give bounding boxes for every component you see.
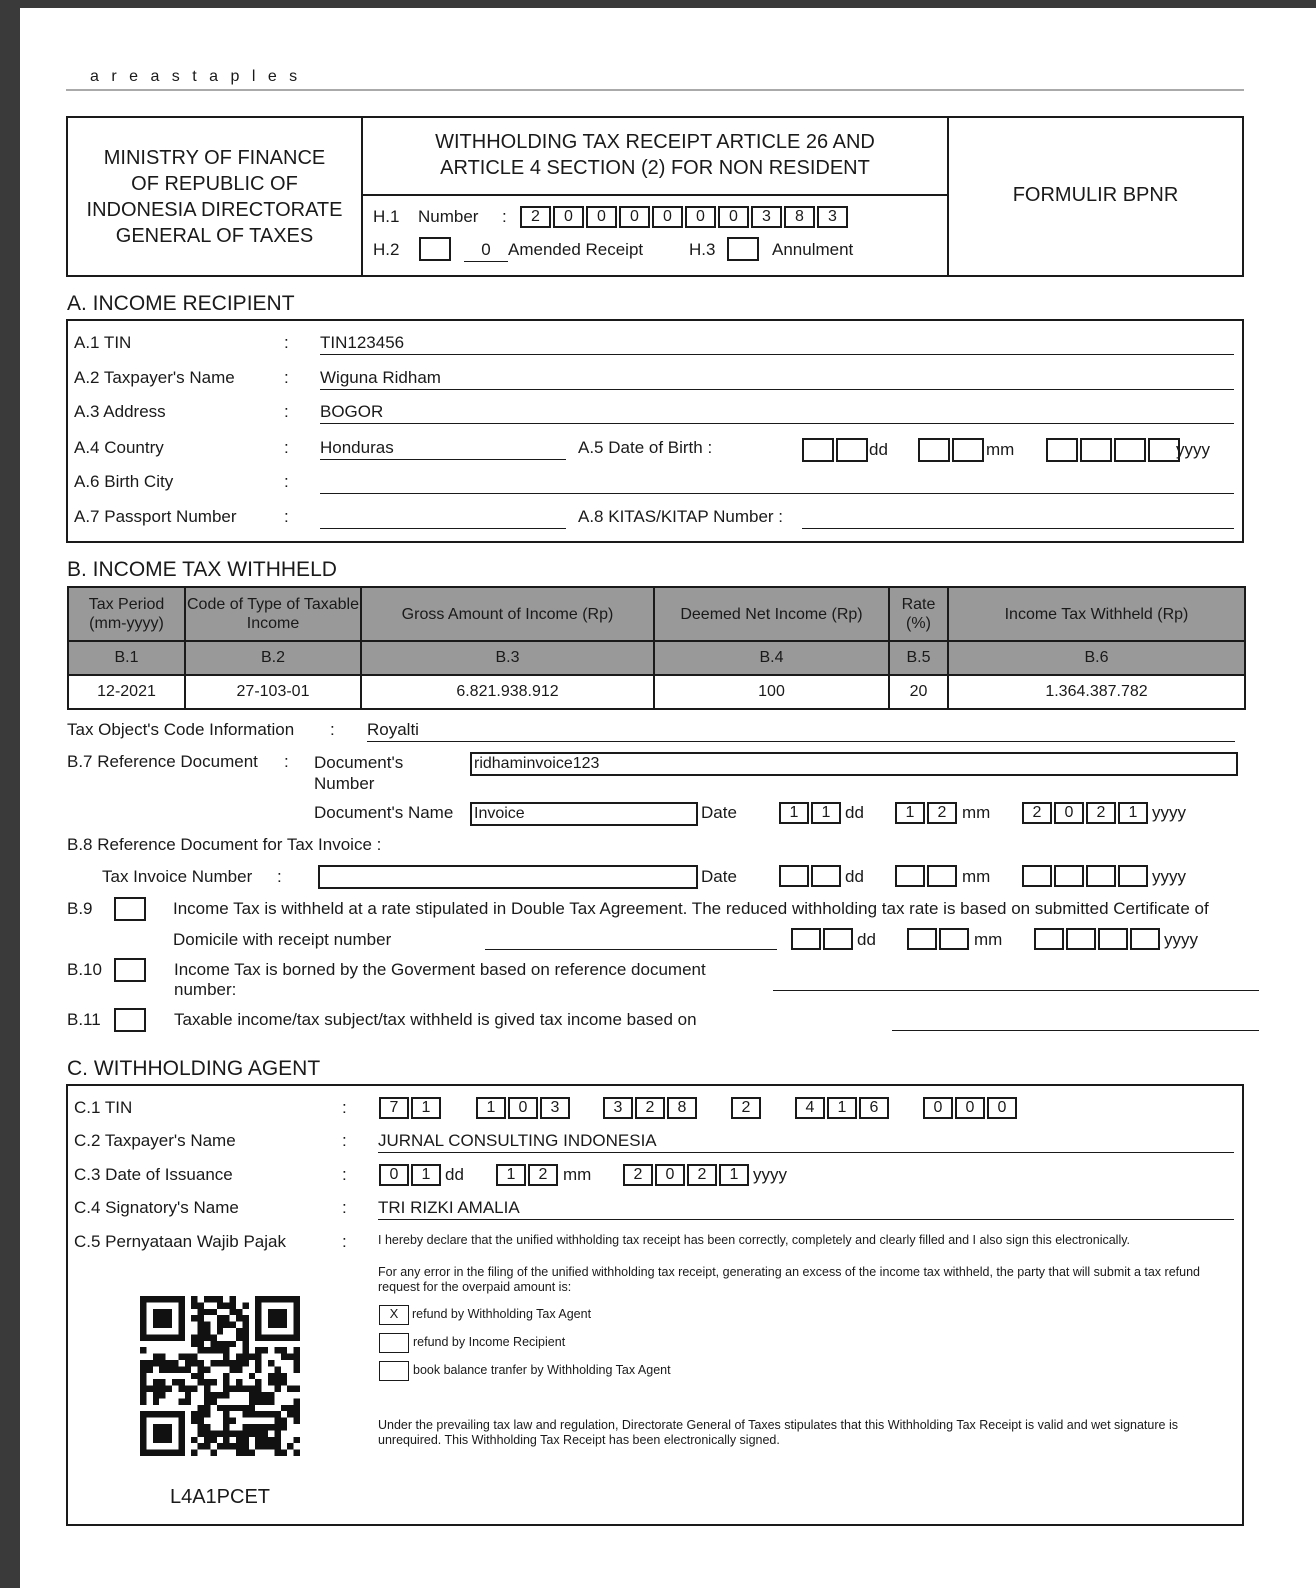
colon: : (502, 207, 507, 226)
amended-checkbox[interactable] (419, 237, 451, 261)
digit-cell: 1 (1118, 802, 1148, 824)
digit-cell (1022, 865, 1052, 887)
doc-number-field[interactable]: ridhaminvoice123 (470, 752, 1238, 776)
ministry-line: MINISTRY OF FINANCE (103, 147, 326, 169)
digit-cell: 2 (927, 802, 957, 824)
digit-cell: 7 (379, 1097, 409, 1119)
doc-mm-cells (895, 802, 959, 824)
colon: : (284, 368, 289, 387)
underline (320, 493, 1234, 494)
b11-checkbox[interactable] (114, 1008, 146, 1032)
ministry-line: GENERAL OF TAXES (115, 225, 314, 247)
underline (367, 741, 1235, 742)
inv-yyyy-cells (1022, 865, 1150, 887)
dd-unit: dd (445, 1165, 464, 1184)
code-cell: B.1 (68, 641, 185, 675)
digit-cell: 2 (520, 206, 551, 228)
digit-cell: 0 (987, 1097, 1017, 1119)
b10-label: B.10 (67, 960, 102, 979)
colon: : (342, 1098, 347, 1117)
code-cell: B.3 (361, 641, 654, 675)
digit-cell (1114, 438, 1146, 462)
digit-cell (939, 928, 969, 950)
h1-label: H.1 (373, 207, 400, 226)
ministry-name (68, 145, 361, 249)
refund-recipient-checkbox[interactable] (379, 1333, 409, 1353)
code-cell: B.6 (948, 641, 1245, 675)
digit-cell: 8 (784, 206, 815, 228)
digit-cell (918, 438, 950, 462)
tin-group (795, 1097, 891, 1119)
digit-cell: 2 (528, 1164, 558, 1186)
tax-period-cell: 12-2021 (68, 675, 185, 709)
table-header-row (68, 587, 1245, 641)
digit-cell (1098, 928, 1128, 950)
a3-label: A.3 Address (74, 402, 166, 421)
recipient-country: Honduras (320, 438, 394, 457)
digit-cell (1080, 438, 1112, 462)
declaration-text: I hereby declare that the unified withholding tax receipt has been correctly, completely and clearly filled and I also sign this electronically. (378, 1233, 1131, 1247)
digit-cell: 0 (718, 206, 749, 228)
a2-label: A.2 Taxpayer's Name (74, 368, 235, 387)
digit-cell (907, 928, 937, 950)
digit-cell: 1 (411, 1097, 441, 1119)
underline (320, 459, 566, 460)
annulment-label: Annulment (772, 240, 854, 259)
digit-cell (1046, 438, 1078, 462)
b9-checkbox[interactable] (114, 897, 146, 921)
colon: : (284, 507, 289, 526)
recipient-address: BOGOR (320, 402, 384, 421)
book-balance-checkbox[interactable] (379, 1361, 409, 1381)
colon: : (342, 1165, 347, 1184)
a5-label: A.5 Date of Birth : (578, 438, 713, 457)
yyyy-unit: yyyy (1152, 867, 1186, 886)
recipient-name: Wiguna Ridham (320, 368, 441, 387)
underline (320, 389, 1234, 390)
tin-group (476, 1097, 572, 1119)
digit-cell (779, 865, 809, 887)
digit-cell: 2 (635, 1097, 665, 1119)
underline (378, 1219, 1234, 1220)
b9-mm-cells (907, 928, 971, 950)
section-c-title: C. WITHHOLDING AGENT (67, 1057, 321, 1080)
tax-invoice-field[interactable] (318, 865, 698, 889)
iss-yyyy-cells (623, 1164, 751, 1186)
c4-label: C.4 Signatory's Name (74, 1198, 239, 1217)
h2-label: H.2 (373, 240, 400, 259)
tax-withheld-cell: 1.364.387.782 (948, 675, 1245, 709)
digit-cell (802, 438, 834, 462)
form-name: FORMULIR BPNR (1012, 184, 1179, 206)
digit-cell: 1 (411, 1164, 441, 1186)
digit-cell: 2 (731, 1097, 761, 1119)
mm-unit: mm (974, 930, 1003, 949)
b8-label: B.8 Reference Document for Tax Invoice : (67, 835, 382, 854)
digit-cell: 2 (1022, 802, 1052, 824)
colon: : (284, 333, 289, 352)
digit-cell (791, 928, 821, 950)
h3-label: H.3 (689, 240, 716, 259)
underline (320, 528, 566, 529)
digit-cell: 3 (817, 206, 848, 228)
underline (378, 1152, 1234, 1153)
digit-cell (823, 928, 853, 950)
mm-unit: mm (986, 440, 1015, 459)
digit-cell: 0 (923, 1097, 953, 1119)
amended-value: 0 (464, 240, 508, 262)
digit-cell (811, 865, 841, 887)
title-line: WITHHOLDING TAX RECEIPT ARTICLE 26 AND (435, 131, 875, 153)
book-balance-label: book balance tranfer by Withholding Tax Agent (413, 1363, 671, 1377)
annulment-checkbox[interactable] (727, 237, 759, 261)
doc-name-label: Document's Name (314, 803, 454, 822)
refund-agent-checkbox[interactable]: X (379, 1305, 409, 1325)
refund-agent-label: refund by Withholding Tax Agent (412, 1307, 592, 1321)
colon: : (284, 402, 289, 421)
mm-unit: mm (962, 867, 991, 886)
digit-cell: 0 (619, 206, 650, 228)
digit-cell: 3 (540, 1097, 570, 1119)
receipt-page (20, 8, 1316, 1588)
dd-unit: dd (869, 440, 888, 459)
iss-mm-cells (496, 1164, 560, 1186)
code-cell: B.4 (654, 641, 889, 675)
b9-text: Income Tax is withheld at a rate stipulated in Double Tax Agreement. The reduced withholding tax rate is based on submitted Certificate of (173, 899, 1209, 918)
error-note-2: request for the overpaid amount is: (378, 1280, 572, 1294)
deemed-net-cell: 100 (654, 675, 889, 709)
colon: : (342, 1131, 347, 1150)
a8-label: A.8 KITAS/KITAP Number : (578, 507, 784, 526)
b10-checkbox[interactable] (114, 958, 146, 982)
title-line: ARTICLE 4 SECTION (2) FOR NON RESIDENT (440, 157, 870, 179)
digit-cell (1130, 928, 1160, 950)
dob-yyyy-cells (1046, 438, 1182, 462)
doc-dd-cells (779, 802, 843, 824)
digit-cell (836, 438, 868, 462)
ministry-line: OF REPUBLIC OF (131, 173, 298, 195)
digit-cell (1118, 865, 1148, 887)
b9-label: B.9 (67, 899, 93, 918)
digit-cell: 0 (955, 1097, 985, 1119)
colon: : (284, 438, 289, 457)
error-note: For any error in the filing of the unified withholding tax receipt, generating an excess of the income tax withheld, the party that will submit a tax refund (378, 1265, 1200, 1279)
digit-cell (895, 865, 925, 887)
agent-name: JURNAL CONSULTING INDONESIA (378, 1131, 657, 1150)
dd-unit: dd (845, 803, 864, 822)
yyyy-unit: yyyy (1152, 803, 1186, 822)
digit-cell: 2 (1086, 802, 1116, 824)
digit-cell: 1 (719, 1164, 749, 1186)
receipt-number-cells (520, 206, 850, 228)
colon: : (284, 752, 289, 771)
doc-yyyy-cells (1022, 802, 1150, 824)
b10-text-2: number: (174, 980, 237, 999)
qr-code-label: L4A1PCET (169, 1486, 271, 1508)
b9-dd-cells (791, 928, 855, 950)
underline (773, 990, 1259, 991)
date-label: Date (701, 803, 737, 822)
header-cell: Gross Amount of Income (Rp) (361, 587, 654, 641)
colon: : (342, 1232, 347, 1251)
header-cell: Code of Type of Taxable Income (185, 587, 361, 641)
validity-text: Under the prevailing tax law and regulation, Directorate General of Taxes stipulates that this Withholding Tax Receipt is valid and wet signature is (378, 1418, 1178, 1432)
header-cell: Tax Period (mm-yyyy) (68, 587, 185, 641)
dob-dd-cells (802, 438, 870, 462)
c2-label: C.2 Taxpayer's Name (74, 1131, 236, 1150)
digit-cell (1086, 865, 1116, 887)
code-cell: B.2 (185, 641, 361, 675)
header-cell: Deemed Net Income (Rp) (654, 587, 889, 641)
c5-label: C.5 Pernyataan Wajib Pajak (74, 1232, 286, 1251)
digit-cell: 6 (859, 1097, 889, 1119)
a1-label: A.1 TIN (74, 333, 132, 352)
dd-unit: dd (857, 930, 876, 949)
header-divider-3 (363, 194, 947, 196)
digit-cell: 8 (667, 1097, 697, 1119)
section-b-title: B. INCOME TAX WITHHELD (67, 558, 337, 581)
digit-cell: 0 (379, 1164, 409, 1186)
rate-cell: 20 (889, 675, 948, 709)
doc-number-label: Document's Number (314, 753, 404, 793)
inv-mm-cells (895, 865, 959, 887)
validity-text-2: unrequired. This Withholding Tax Receipt has been electronically signed. (378, 1433, 780, 1447)
colon: : (277, 867, 282, 886)
iss-dd-cells (379, 1164, 443, 1186)
digit-cell: 1 (811, 802, 841, 824)
staples-label: a r e a s t a p l e s (90, 68, 302, 85)
digit-cell: 0 (508, 1097, 538, 1119)
b9-yyyy-cells (1034, 928, 1162, 950)
section-a-title: A. INCOME RECIPIENT (67, 292, 295, 315)
dob-mm-cells (918, 438, 986, 462)
c1-label: C.1 TIN (74, 1098, 133, 1117)
tin-group (379, 1097, 443, 1119)
yyyy-unit: yyyy (1176, 440, 1210, 459)
form-title (363, 129, 947, 181)
digit-cell: 0 (655, 1164, 685, 1186)
digit-cell (1034, 928, 1064, 950)
digit-cell (952, 438, 984, 462)
underline (320, 423, 1234, 424)
digit-cell: 3 (751, 206, 782, 228)
digit-cell: 0 (553, 206, 584, 228)
tin-group (923, 1097, 1019, 1119)
digit-cell: 1 (779, 802, 809, 824)
digit-cell (1054, 865, 1084, 887)
digit-cell: 1 (476, 1097, 506, 1119)
digit-cell: 0 (652, 206, 683, 228)
b7-label: B.7 Reference Document (67, 752, 258, 771)
a6-label: A.6 Birth City (74, 472, 174, 491)
a4-label: A.4 Country (74, 438, 164, 457)
b11-text: Taxable income/tax subject/tax withheld is gived tax income based on (174, 1010, 697, 1029)
underline (485, 949, 777, 950)
date-label: Date (701, 867, 737, 886)
table-row (68, 675, 1245, 709)
underline (892, 1030, 1259, 1031)
mm-unit: mm (962, 803, 991, 822)
digit-cell: 1 (496, 1164, 526, 1186)
header-cell: Income Tax Withheld (Rp) (948, 587, 1245, 641)
b9-text-2: Domicile with receipt number (173, 930, 392, 949)
c3-label: C.3 Date of Issuance (74, 1165, 233, 1184)
digit-cell: 4 (795, 1097, 825, 1119)
signatory-name: TRI RIZKI AMALIA (378, 1198, 520, 1217)
tax-object-value: Royalti (367, 720, 419, 739)
underline (802, 528, 1234, 529)
qr-code-image (140, 1296, 300, 1456)
colon: : (342, 1198, 347, 1217)
tax-table (67, 586, 1246, 710)
recipient-tin: TIN123456 (320, 333, 405, 352)
digit-cell: 1 (895, 802, 925, 824)
doc-name-field[interactable]: Invoice (470, 802, 698, 826)
gross-amount-cell: 6.821.938.912 (361, 675, 654, 709)
a7-label: A.7 Passport Number (74, 507, 237, 526)
header-cell: Rate (%) (889, 587, 948, 641)
table-code-row (68, 641, 1245, 675)
digit-cell: 0 (586, 206, 617, 228)
digit-cell: 3 (603, 1097, 633, 1119)
tax-object-label: Tax Object's Code Information (67, 720, 295, 739)
digit-cell: 0 (1054, 802, 1084, 824)
tin-group (731, 1097, 763, 1119)
digit-cell: 0 (685, 206, 716, 228)
dd-unit: dd (845, 867, 864, 886)
yyyy-unit: yyyy (1164, 930, 1198, 949)
tax-invoice-label: Tax Invoice Number (102, 867, 253, 886)
b10-text: Income Tax is borned by the Goverment based on reference document (174, 960, 706, 979)
digit-cell: 2 (623, 1164, 653, 1186)
underline (320, 354, 1234, 355)
colon: : (330, 720, 335, 739)
ministry-line: INDONESIA DIRECTORATE (86, 199, 343, 221)
amended-label: Amended Receipt (508, 240, 644, 259)
mm-unit: mm (563, 1165, 592, 1184)
code-cell: B.5 (889, 641, 948, 675)
digit-cell (927, 865, 957, 887)
digit-cell: 2 (687, 1164, 717, 1186)
staples-divider (66, 89, 1244, 91)
refund-recipient-label: refund by Income Recipient (413, 1335, 566, 1349)
tin-group (603, 1097, 699, 1119)
inv-dd-cells (779, 865, 843, 887)
b11-label: B.11 (67, 1010, 101, 1029)
yyyy-unit: yyyy (753, 1165, 787, 1184)
digit-cell: 1 (827, 1097, 857, 1119)
colon: : (284, 472, 289, 491)
income-code-cell: 27-103-01 (185, 675, 361, 709)
number-label: Number (418, 207, 479, 226)
digit-cell (1066, 928, 1096, 950)
